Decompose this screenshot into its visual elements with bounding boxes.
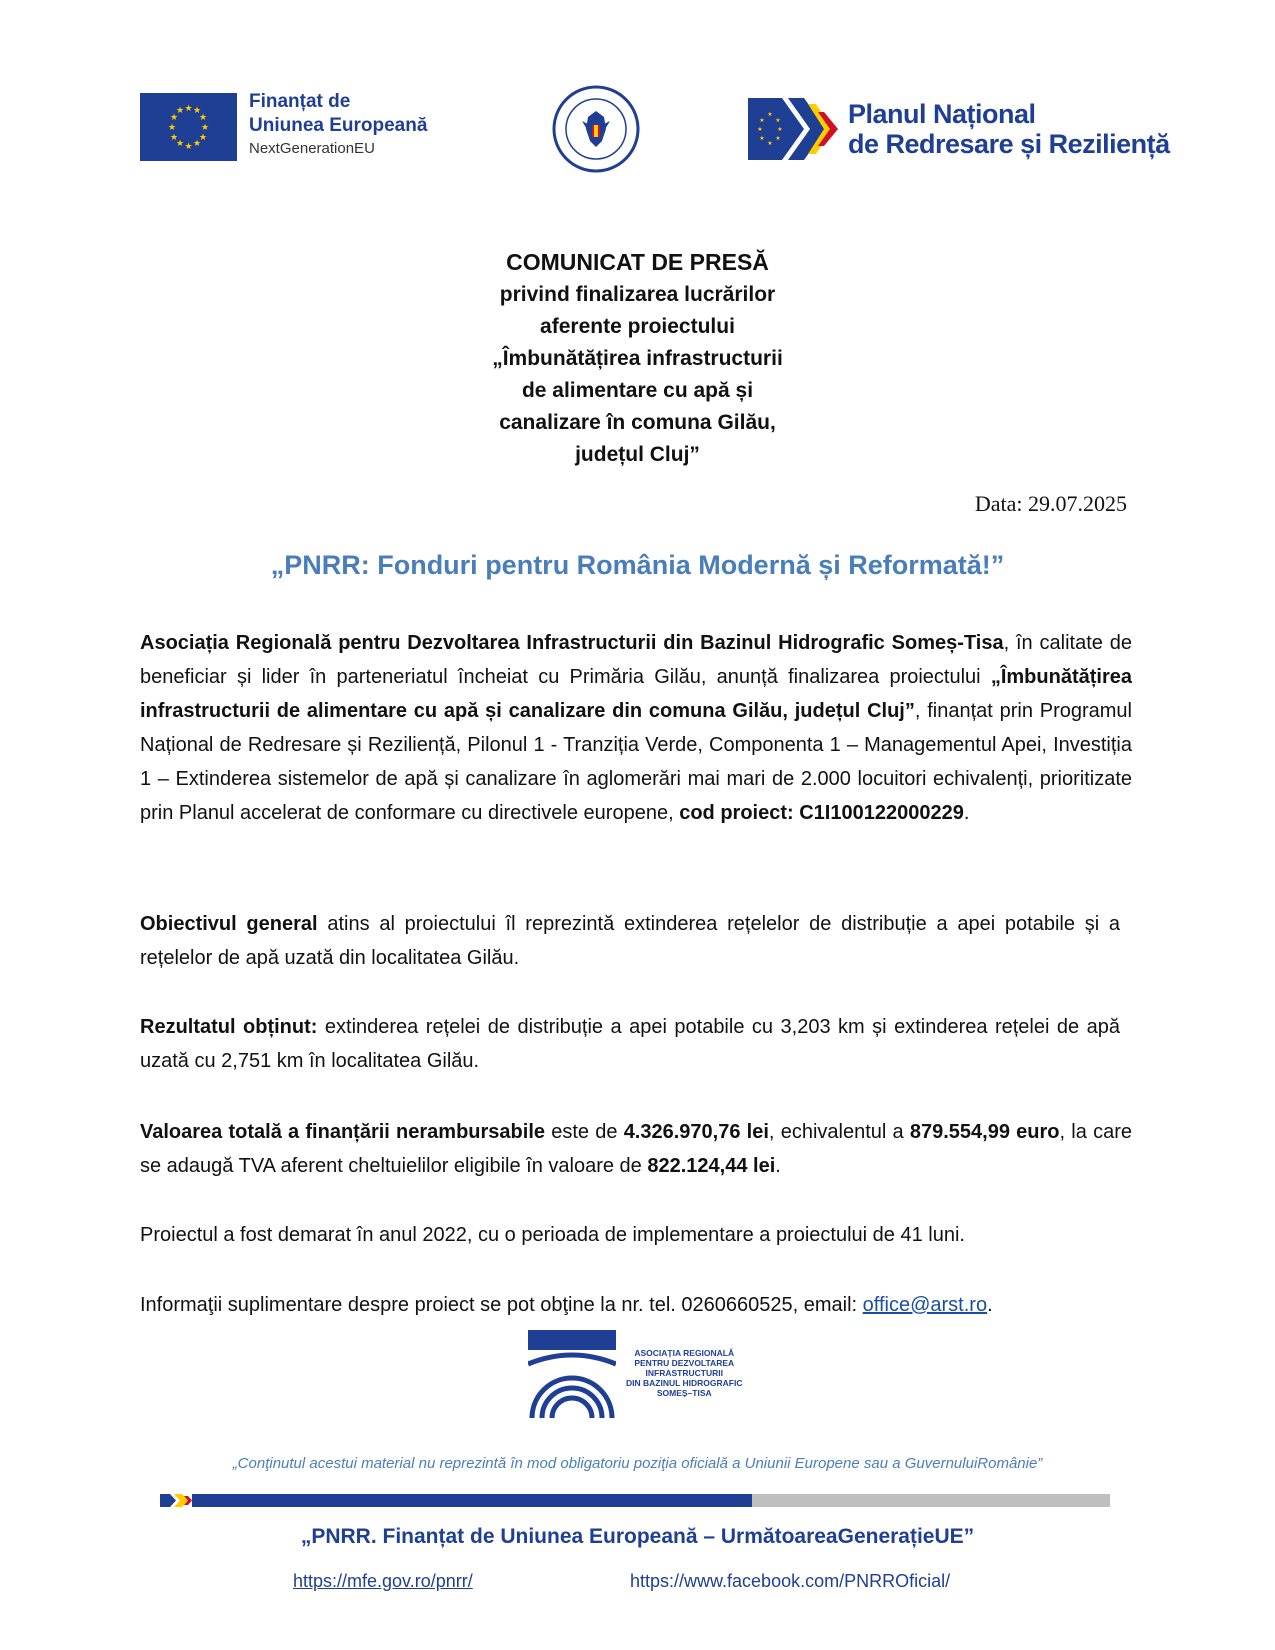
funding-euro: 879.554,99 euro bbox=[909, 1121, 1060, 1143]
release-date: Data: 29.07.2025 bbox=[974, 491, 1127, 516]
contact-text: Informaţii suplimentare despre proiect se pot obţine la nr. tel. 0260660525, email: bbox=[140, 1294, 863, 1316]
intro-end: . bbox=[963, 802, 970, 824]
beneficiary-name: Asociația Regională pentru Dezvoltarea Infrastructurii din Bazinul Hidrografic Someș-Tisa bbox=[140, 632, 1004, 654]
funding-text: , la care se adaugă TVA aferent cheltuielilor eligibile în valoare de bbox=[140, 1121, 1132, 1177]
project-name: „Îmbunătățirea infrastructurii de alimentare cu apă și canalizare din comuna Gilău, județul Cluj” bbox=[140, 666, 1132, 722]
svg-text:★: ★ bbox=[169, 133, 179, 143]
funding-text: , echivalentul a bbox=[768, 1121, 910, 1143]
eu-funding-logo bbox=[140, 93, 427, 161]
svg-text:★: ★ bbox=[192, 106, 202, 116]
pnrr-arrow-icon bbox=[748, 98, 838, 160]
title-line: privind finalizarea lucrărilor bbox=[499, 283, 776, 306]
ardi-arch-icon bbox=[528, 1330, 616, 1418]
svg-text:★: ★ bbox=[184, 142, 193, 152]
ardi-logo-line: ASOCIAȚIA REGIONALĂ bbox=[634, 1348, 735, 1358]
title-line: județul Cluj” bbox=[575, 443, 700, 466]
svg-text:★: ★ bbox=[200, 123, 210, 133]
title-line: „Îmbunătățirea infrastructurii bbox=[492, 347, 783, 370]
paragraph-result bbox=[140, 1010, 1120, 1078]
funding-vat: 822.124,44 lei bbox=[647, 1155, 776, 1177]
ardi-logo-line: SOMEȘ–TISA bbox=[656, 1388, 712, 1398]
ardi-logo bbox=[528, 1330, 742, 1418]
footer-slogan: „PNRR. Finanțat de Uniunea Europeană – UrmătoareaGenerațieUE” bbox=[300, 1525, 975, 1548]
ardi-logo-line: INFRASTRUCTURII bbox=[645, 1368, 723, 1378]
svg-text:★: ★ bbox=[767, 140, 773, 147]
intro-text-2: , finanțat prin Programul Național de Redresare și Reziliență, Pilonul 1 - Tranziția Verde, Componenta 1 – Managementul Apei, Investiția 1 – Extinderea sistemelor de apă și canalizare în aglomerări mai mari de 2.000 locuitori echivalenți, prioritizate prin Planul accelerat de conformare cu directivele europene, bbox=[140, 700, 1132, 824]
svg-text:★: ★ bbox=[759, 135, 765, 142]
press-release-title bbox=[0, 245, 1275, 471]
title-line: de alimentare cu apă și bbox=[521, 379, 754, 402]
svg-text:★: ★ bbox=[184, 104, 193, 114]
svg-text:★: ★ bbox=[198, 113, 208, 123]
eu-disclaimer: „Conţinutul acestui material nu reprezintă în mod obligatoriu poziţia oficială a Uniunii Europene sau a GuvernuluiRomânie” bbox=[232, 1455, 1043, 1472]
svg-text:★: ★ bbox=[757, 126, 763, 133]
paragraph-objective bbox=[140, 907, 1120, 975]
svg-text:★: ★ bbox=[198, 133, 208, 143]
mfe-link[interactable]: https://mfe.gov.ro/pnrr/ bbox=[293, 1571, 473, 1591]
result-label: Rezultatul obținut: bbox=[140, 1016, 318, 1038]
pnrr-logo-line2: de Redresare și Reziliență bbox=[848, 129, 1170, 159]
objective-label: Obiectivul general bbox=[140, 913, 318, 935]
romanian-government-seal-icon bbox=[552, 85, 640, 173]
facebook-link[interactable]: https://www.facebook.com/PNRROficial/ bbox=[630, 1571, 951, 1591]
paragraph-funding bbox=[140, 1115, 1132, 1183]
svg-text:★: ★ bbox=[167, 123, 177, 133]
funding-lei: 4.326.970,76 lei bbox=[623, 1121, 769, 1143]
eu-logo-line2: Uniunea Europeană bbox=[249, 115, 428, 136]
paragraph-intro bbox=[140, 626, 1132, 830]
title-line: aferente proiectului bbox=[540, 315, 735, 338]
svg-text:★: ★ bbox=[767, 111, 773, 118]
footer-arrow-icon bbox=[160, 1494, 192, 1507]
footer-divider-bar bbox=[160, 1494, 1110, 1507]
svg-text:★: ★ bbox=[775, 117, 781, 124]
pnrr-slogan: „PNRR: Fonduri pentru România Modernă și Reformată!” bbox=[270, 550, 1005, 580]
funding-label: Valoarea totală a finanțării nerambursabile bbox=[140, 1121, 545, 1143]
email-link[interactable]: office@arst.ro bbox=[862, 1294, 988, 1316]
result-text: extinderea rețelei de distribuție a apei potabile cu 3,203 km și extinderea rețelei de apă uzată cu 2,751 km în localitatea Gilău. bbox=[140, 1016, 1120, 1072]
project-code: cod proiect: C1I100122000229 bbox=[679, 802, 964, 824]
funding-text: este de bbox=[545, 1121, 624, 1143]
title-line: canalizare în comuna Gilău, bbox=[499, 411, 776, 434]
ardi-logo-line: PENTRU DEZVOLTAREA bbox=[634, 1358, 735, 1368]
objective-text: atins al proiectului îl reprezintă extinderea rețelelor de distribuție a apei potabile și a rețelelor de apă uzată din localitatea Gilău. bbox=[140, 913, 1121, 969]
paragraph-contact bbox=[140, 1288, 1132, 1322]
eu-flag-icon bbox=[140, 93, 237, 161]
svg-text:★: ★ bbox=[777, 126, 783, 133]
svg-text:★: ★ bbox=[175, 139, 185, 149]
contact-end: . bbox=[987, 1294, 993, 1316]
title-heading: COMUNICAT DE PRESĂ bbox=[506, 249, 769, 275]
eu-logo-line1: Finanțat de bbox=[249, 91, 351, 112]
funding-end: . bbox=[775, 1155, 781, 1177]
paragraph-timeline: Proiectul a fost demarat în anul 2022, cu o perioada de implementare a proiectului de 41 luni. bbox=[140, 1224, 965, 1246]
pnrr-logo-line1: Planul Național bbox=[848, 99, 1036, 129]
svg-text:★: ★ bbox=[169, 113, 179, 123]
ardi-logo-line: DIN BAZINUL HIDROGRAFIC bbox=[626, 1378, 743, 1388]
svg-text:★: ★ bbox=[175, 106, 185, 116]
svg-text:★: ★ bbox=[775, 135, 781, 142]
svg-text:★: ★ bbox=[192, 139, 202, 149]
eu-logo-line3: NextGenerationEU bbox=[249, 140, 375, 157]
pnrr-logo bbox=[748, 98, 1170, 160]
svg-text:★: ★ bbox=[759, 117, 765, 124]
intro-text: , în calitate de beneficiar și lider în parteneriatul încheiat cu Primăria Gilău, anunță finalizarea proiectului bbox=[140, 632, 1133, 688]
